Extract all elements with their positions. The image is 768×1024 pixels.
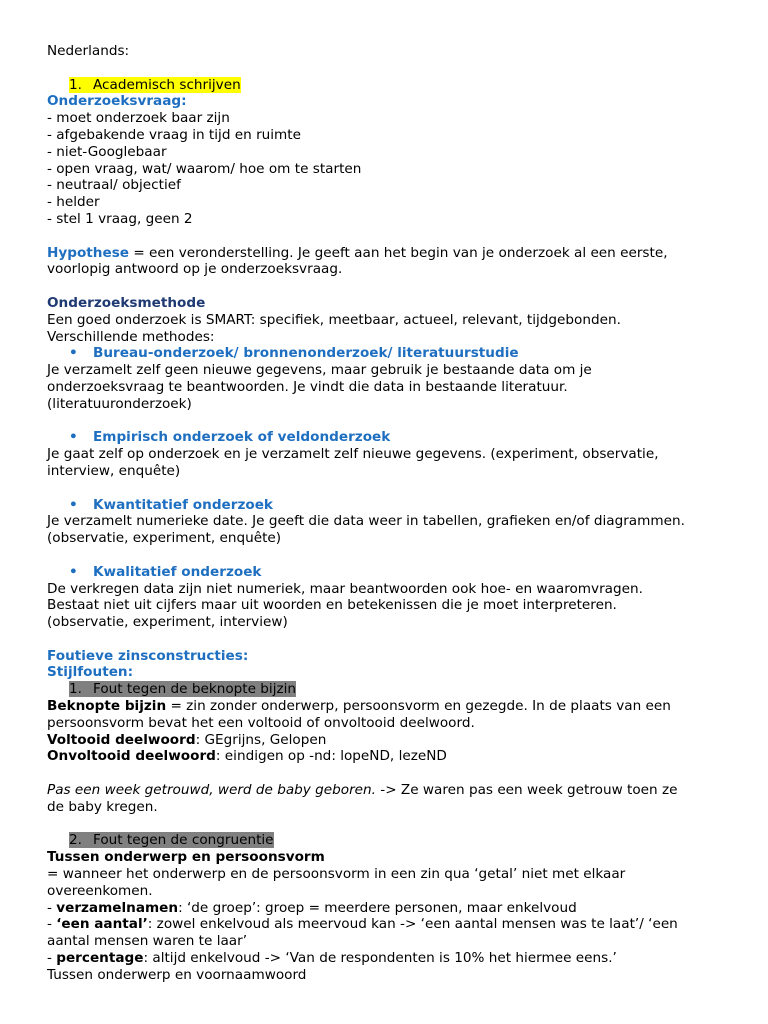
paragraph-line: (observatie, experiment, interview): [47, 614, 288, 631]
bullet-kwantitatief: • Kwantitatief onderzoek: [69, 496, 273, 513]
subsection-2-heading: 2. Fout tegen de congruentie: [69, 832, 274, 849]
methode-line: Verschillende methodes:: [47, 328, 215, 345]
stijlfouten-title: Stijlfouten:: [47, 664, 134, 681]
paragraph-line: (observatie, experiment, enquête): [47, 530, 282, 547]
bullet-empirisch: • Empirisch onderzoek of veldonderzoek: [69, 429, 391, 446]
fouten-title: Foutieve zinsconstructies:: [47, 647, 249, 664]
paragraph-line: Tussen onderwerp en voornaamwoord: [47, 966, 307, 983]
list-item: - helder: [47, 194, 100, 211]
paragraph-line: persoonsvorm bevat het een voltooid of onvoltooid deelwoord.: [47, 714, 475, 731]
paragraph-line: Onvoltooid deelwoord: eindigen op -nd: lopeND, lezeND: [47, 748, 447, 765]
list-item: - verzamelnamen: ‘de groep’: groep = meerdere personen, maar enkelvoud: [47, 899, 577, 916]
methode-title: Onderzoeksmethode: [47, 294, 206, 311]
onderzoeksvraag-title: Onderzoeksvraag:: [47, 93, 187, 110]
paragraph-line: overeenkomen.: [47, 882, 153, 899]
list-item: - neutraal/ objectief: [47, 177, 181, 194]
paragraph-line: onderzoeksvraag te beantwoorden. Je vindt die data in bestaande literatuur.: [47, 378, 568, 395]
paragraph-line: Beknopte bijzin = zin zonder onderwerp, persoonsvorm en gezegde. In de plaats van een: [47, 698, 671, 715]
paragraph-line: Je verzamelt zelf geen nieuwe gegevens, maar gebruik je bestaande data om je: [47, 362, 592, 379]
paragraph-line: interview, enquête): [47, 462, 181, 479]
congruentie-title: Tussen onderwerp en persoonsvorm: [47, 849, 325, 866]
bullet-kwalitatief: • Kwalitatief onderzoek: [69, 563, 262, 580]
list-item: - stel 1 vraag, geen 2: [47, 210, 193, 227]
hypothese-line: voorlopig antwoord op je onderzoeksvraag.: [47, 261, 343, 278]
paragraph-line: Voltooid deelwoord: GEgrijns, Gelopen: [47, 731, 327, 748]
paragraph-line: Bestaat niet uit cijfers maar uit woorden en betekenissen die je moet interpreteren.: [47, 597, 617, 614]
document-page: [47, 43, 727, 984]
example-line: Pas een week getrouwd, werd de baby geboren. -> Ze waren pas een week getrouw toen ze: [47, 782, 678, 799]
hypothese-term: Hypothese: [47, 244, 130, 261]
list-item: - percentage: altijd enkelvoud -> ‘Van de respondenten is 10% het hiermee eens.’: [47, 950, 617, 967]
paragraph-line: = wanneer het onderwerp en de persoonsvorm in een zin qua ‘getal’ niet met elkaar: [47, 866, 626, 883]
list-item: - open vraag, wat/ waarom/ hoe om te starten: [47, 160, 362, 177]
list-item: - afgebakende vraag in tijd en ruimte: [47, 126, 301, 143]
paragraph-line: De verkregen data zijn niet numeriek, maar beantwoorden ook hoe- en waaromvragen.: [47, 580, 643, 597]
list-item: - ‘een aantal’: zowel enkelvoud als meervoud kan -> ‘een aantal mensen was te laat’/ ‘een: [47, 916, 678, 933]
bullet-bureau: • Bureau-onderzoek/ bronnenonderzoek/ literatuurstudie: [69, 345, 519, 362]
paragraph-line: (literatuuronderzoek): [47, 395, 192, 412]
example-line: de baby kregen.: [47, 798, 158, 815]
paragraph-line: Je gaat zelf op onderzoek en je verzamelt zelf nieuwe gegevens. (experiment, observatie,: [47, 446, 659, 463]
list-item: - moet onderzoek baar zijn: [47, 110, 230, 127]
section-1-heading: 1. Academisch schrijven: [69, 76, 241, 93]
paragraph-line: Je verzamelt numerieke date. Je geeft die data weer in tabellen, grafieken en/of diagrammen.: [47, 513, 685, 530]
subsection-1-heading: 1. Fout tegen de beknopte bijzin: [69, 681, 297, 698]
hypothese-paragraph: Hypothese = een veronderstelling. Je geeft aan het begin van je onderzoek al een eerste,: [47, 244, 668, 261]
paragraph-line: aantal mensen waren te laar’: [47, 933, 248, 950]
list-item: - niet-Googlebaar: [47, 143, 167, 160]
methode-line: Een goed onderzoek is SMART: specifiek, meetbaar, actueel, relevant, tijdgebonden.: [47, 311, 621, 328]
document-heading: Nederlands:: [47, 43, 130, 59]
